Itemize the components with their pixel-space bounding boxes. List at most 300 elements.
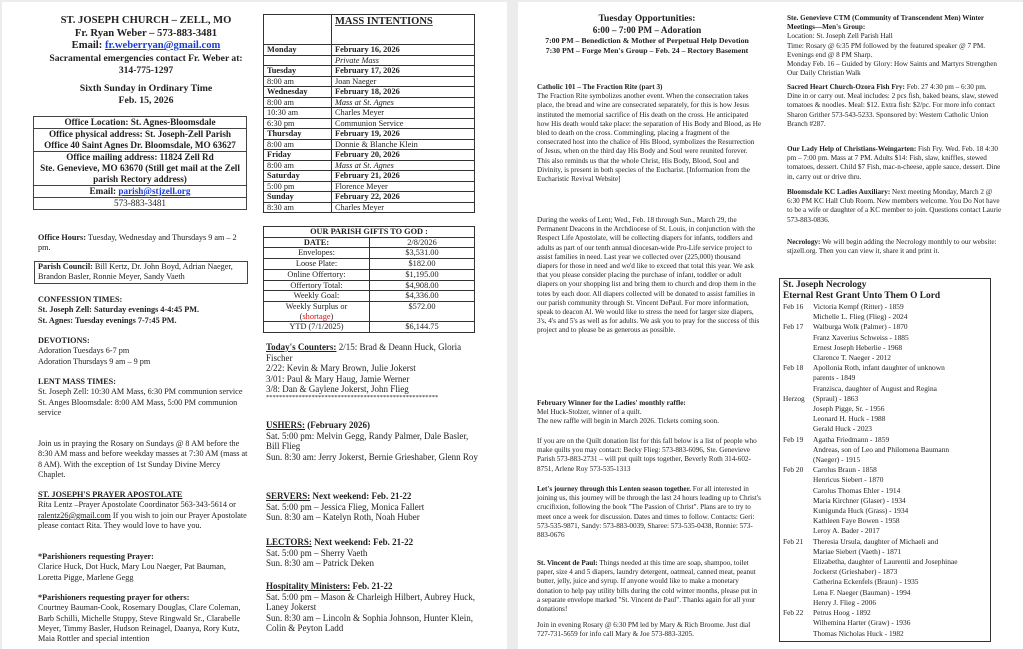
mass-intention-value: February 18, 2026 (332, 87, 475, 98)
office-hours-text: Tuesday, Wednesday and Thursdays 9 am – 2 pm. (38, 233, 237, 253)
necrology-name: Ernest Joseph Heberlie - 1968 (813, 342, 903, 352)
mass-intention-value: Charles Meyer (332, 202, 475, 213)
ctm-title: Ste. Genevieve CTM (Community of Transcendent Men) Winter Meetings—Men's Group: (787, 14, 984, 32)
mass-table-corner (264, 15, 332, 45)
mass-intention-value: Mass at St. Agnes (332, 160, 475, 171)
necrology-entry (783, 608, 987, 618)
mass-intention-row (264, 118, 475, 129)
necrology-box (779, 278, 991, 642)
necrology-name: Andreas, son of Leo and Philomena Baumann (813, 444, 950, 454)
mass-day-or-time: Thursday (264, 129, 332, 140)
svdp-text: Things needed at this time are soap, shampoo, toilet paper, size 4 and 5 diapers, laundry detergent, oatmeal, canned meat, peanut butter, jelly, juice and syrup. If anyone would like to make a monetary donation to help pay utility bills during the cold winter months, please put in a separate envelope marked "St. Vincent de Paul". Thanks again for all your donations! (537, 559, 758, 614)
prayer-requests (38, 552, 248, 583)
paren-close: ) (330, 311, 334, 321)
necrology-date (783, 445, 813, 455)
mass-day-or-time: 6:30 pm (264, 118, 332, 129)
church-header (36, 15, 256, 53)
hospitality-title: Hospitality Ministers: (266, 581, 351, 591)
mass-day-or-time: 8:30 am (264, 202, 332, 213)
necrology-entry (783, 465, 987, 475)
necrology-entry (783, 577, 987, 587)
necrology-entry (783, 629, 987, 639)
necrology-name: parents - 1849 (813, 373, 856, 383)
necrology-entry (783, 618, 987, 628)
necrology-name: Joseph Pigge, Sr. - 1956 (813, 404, 885, 414)
necrology-name: Petrus Hoog - 1892 (813, 608, 871, 618)
necrology-date (783, 506, 813, 516)
mass-intention-row (264, 76, 475, 87)
surplus-value: $572.00 (370, 301, 475, 321)
mass-intention-value: Joan Naeger (332, 76, 475, 87)
gift-label: Online Offertory: (264, 269, 370, 280)
raffle-line: The new raffle will begin in March 2026. Tickets coming soon. (537, 417, 719, 426)
devotions (38, 336, 248, 367)
necrology-name: Theresia Ursula, daughter of Michaeli and (813, 536, 939, 546)
mass-intention-row (264, 87, 475, 98)
diaper-drive: During the weeks of Lent; Wed., Feb. 18 through Sun., March 29, the Permanent Deacons in the Archdiocese of St. Louis, in conjunction with the Respect Life Apostolate, will be collecting diapers for infants, toddlers and adults as part of our tenth annual diocesan-wide Pro-Life service project to assist families in need. Last year we collected over (225,000) thousand diapers for those in need and we'd like to exceed that total this year. We ask that you please consider placing the purchase of infant, toddler or adult diapers on your shopping list and bring them to church and drop them in the totes by each door. All diapers collected will be donated to assist families in our parish community through St. Vincent DePaul. For more information, speak to deacon Al. We would like to stress the need for larger size diapers, 3's, 4's and 5's as well as for adults. We ask you to pray for the success of this project and to please be as generous as possible. (537, 216, 760, 335)
necrology-entry (783, 516, 987, 526)
gift-row (264, 269, 475, 280)
necrology-entry (783, 506, 987, 516)
lectors-when: Next weekend: Feb. 21-22 (311, 537, 414, 547)
necrology-entries (783, 302, 987, 639)
mass-intention-row (264, 160, 475, 171)
rosary-note: Join us in praying the Rosary on Sundays @ 8 AM before the 8:30 AM mass and before weekday masses at 7:30 AM (mass at 8 AM). With the exception of 1st Sunday Divine Mercy Chaplet. (38, 439, 248, 480)
bulletin-page-left (2, 2, 507, 649)
necrology-date (783, 629, 813, 639)
mass-intention-value: Charles Meyer (332, 108, 475, 119)
prayer-for-others (38, 593, 248, 645)
lent-line: St. Anges Bloomsdale: 8:00 AM Mass, 5:00 PM communion service (38, 397, 238, 418)
gift-label: Envelopes: (264, 248, 370, 259)
necrology-date (783, 618, 813, 628)
necrology-date (783, 414, 813, 424)
sacred-heart-fish-fry (787, 83, 1002, 129)
necrology-entry (783, 537, 987, 547)
gift-value: 2/8/2026 (370, 237, 475, 248)
office-physical-address: Office physical address: St. Joseph-Zell Parish Office 40 Saint Agnes Dr. Bloomsdale, MO 63627 (34, 129, 246, 152)
ushers-line: Sat. 5:00 pm: Melvin Gegg, Randy Palmer, Dale Basler, Bill Flieg (266, 430, 469, 452)
necrology-entry (783, 363, 987, 373)
gift-value: $4,908.00 (370, 280, 475, 291)
mass-intention-row (264, 181, 475, 192)
necrology-name: Michelle L. Flieg (Flieg) - 2024 (813, 312, 908, 322)
necrology-entry (783, 394, 987, 404)
necrology-date (783, 526, 813, 536)
necrology-date: Feb 20 (783, 465, 804, 475)
lectors-line: Sat. 5:00 pm – Sherry Vaeth (266, 547, 368, 558)
mass-intention-row (264, 45, 475, 56)
parish-council-box (34, 261, 248, 284)
devotions-title: DEVOTIONS: (38, 336, 90, 345)
necrology-date (783, 384, 813, 394)
necrology-date (783, 588, 813, 598)
necrology-date (783, 404, 813, 414)
mass-intention-row (264, 139, 475, 150)
necrology-date (783, 557, 813, 567)
gift-value: $1,195.00 (370, 269, 475, 280)
mass-intention-row (264, 202, 475, 213)
prayer-requests-title: *Parishioners requesting Prayer: (38, 552, 154, 561)
mailing-line-2: Ste. Genevieve, MO 63670 (Still get mail at the Zell parish Rectory address) (40, 163, 240, 184)
necrology-date (783, 598, 813, 608)
apostolate-text-2: If you wish to join our Prayer Apostolate please contact Rita. They would love to have you. (38, 510, 247, 531)
necrology-note-text: We will begin adding the Necrology monthly to our website: stjzell.org. Then you can view it, share it and print it. (787, 238, 997, 256)
priest-contact: Fr. Ryan Weber – 573-883-3481 (74, 27, 218, 39)
star-divider: ***************************************************** (266, 394, 439, 401)
ctm-mens-group (787, 14, 1002, 78)
mass-intention-value: Communion Service (332, 118, 475, 129)
necrology-name: Jockerst (Grieshaber) - 1873 (813, 567, 898, 577)
mass-intention-row (264, 129, 475, 140)
mass-intention-row (264, 55, 475, 66)
necrology-date (783, 312, 813, 322)
mass-day-or-time: 8:00 am (264, 139, 332, 150)
lectors-title: LECTORS: (266, 537, 312, 547)
necrology-entry (783, 353, 987, 363)
lectors-line: Sun. 8:30 am – Patrick Deken (266, 558, 374, 569)
mass-intentions-title: MASS INTENTIONS (335, 16, 433, 27)
necrology-name: Lena F. Naeger (Bauman) - 1994 (813, 587, 911, 597)
church-name: ST. JOSEPH CHURCH – ZELL, MO (60, 15, 232, 26)
necrology-name: Apollonia Roth, infant daughter of unknown (813, 363, 945, 373)
mass-intention-value: February 21, 2026 (332, 171, 475, 182)
necrology-name: Franzisca, daughter of August and Regina (813, 383, 937, 393)
bulletin-page-right (518, 2, 1023, 649)
confession-line: St. Agnes: Tuesday evenings 7-7:45 PM. (38, 315, 177, 325)
lenten-title: Let's journey through this Lenten season together. (537, 485, 691, 493)
hospitality-ministers (266, 581, 478, 634)
necrology-name: Thomas Nicholas Huck - 1982 (813, 628, 904, 638)
lenten-journey (537, 485, 762, 540)
mass-intention-value: February 22, 2026 (332, 192, 475, 203)
sacred-heart-title: Sacred Heart Church-Ozora Fish Fry: (787, 83, 905, 91)
necrology-subtitle: Eternal Rest Grant Unto Them O Lord (783, 291, 941, 301)
office-phone: 573-883-3481 (113, 198, 167, 208)
raffle-title: February Winner for the Ladies' monthly raffle: (537, 399, 686, 407)
gift-row (264, 237, 475, 248)
necrology-date (783, 333, 813, 343)
emergency-phone: 314-775-1297 (118, 64, 174, 76)
gift-label: Loose Plate: (264, 259, 370, 270)
necrology-title: St. Joseph Necrology (783, 280, 867, 290)
necrology-name: Henricus Siebert - 1870 (813, 475, 884, 485)
gift-label: Weekly Goal: (264, 291, 370, 302)
confession-times (38, 295, 248, 326)
necrology-entry (783, 322, 987, 332)
sacred-heart-text: Feb. 27 4:30 pm – 6:30 pm. Dine in or carry out. Meal includes: 2 pcs fish, baked beans, slaw, stewed tomatoes & noodles. Meal: $12. Extra fish: $2/pc. For more info contact Sharon Grither 573-543-5233. Sponsored by: Western Catholic Union Branch #287. (787, 83, 998, 128)
necrology-name: Wilhemina Harter (Graw) - 1936 (813, 618, 911, 628)
mass-day-or-time: 8:00 am (264, 97, 332, 108)
ushers (266, 420, 478, 462)
hospitality-when: Feb. 21-22 (350, 581, 393, 591)
catholic-101-text: The Fraction Rite symbolizes another event. When the consecration takes place, the bread and wine are consecrated separately, for this is how Jesus instituted the memorial sacrifice of His death on the cross. He anticipated how His death would take place: the separation of His Body and Blood, as He bled to death on the cross. Commingling, placing a fragment of the consecrated host into the chalice of His Blood, symbolizes the Resurrection of Jesus, when on the third day His Body and Soul were reunited forever. This also reminds us that the whole Christ, His Body, Blood, Soul and Divinity, is present in both species of the Eucharist. [Information from the Eucharistic Revival Website] (537, 92, 762, 184)
necrology-date (783, 577, 813, 587)
mass-intention-value: February 17, 2026 (332, 66, 475, 77)
necrology-date (783, 516, 813, 526)
necrology-date: Feb 22 (783, 608, 804, 618)
catholic-101-title: Catholic 101 – The Fraction Rite (part 3) (537, 83, 663, 91)
necrology-name: Franz Xaverius Schweiss - 1885 (813, 332, 909, 342)
hospitality-line: Sun. 8:30 am – Lincoln & Sophia Johnson, Hunter Klein, Colin & Peyton Ladd (266, 612, 473, 634)
priest-email-line (36, 40, 256, 53)
catholic-101 (537, 83, 762, 184)
sunday-title: Sixth Sunday in Ordinary Time (79, 83, 213, 94)
office-email-label: Email: (89, 186, 117, 196)
office-email-line (34, 186, 246, 198)
necrology-entry (783, 445, 987, 455)
gift-value: $182.00 (370, 259, 475, 270)
apostolate-title: ST. JOSEPH'S PRAYER APOSTOLATE (38, 490, 183, 499)
necrology-name: Walburga Wolk (Palmer) - 1870 (813, 322, 908, 332)
mass-intention-value: February 20, 2026 (332, 150, 475, 161)
necrology-name: Agatha Friedmann - 1859 (813, 434, 890, 444)
emergency-text: Sacramental emergencies contact Fr. Weber at: (49, 53, 243, 64)
office-info-box (33, 116, 247, 210)
email-label: Email: (71, 40, 103, 52)
mass-intention-value: February 16, 2026 (332, 45, 475, 56)
emergency-contact (32, 53, 260, 76)
prayer-requests-names: Clarice Huck, Dot Huck, Mary Lou Naeger, Pat Bauman, Loretta Pigge, Marlene Gegg (38, 562, 226, 582)
prayer-others-title: *Parishioners requesting prayer for others: (38, 593, 190, 602)
tuesday-line: 7:00 PM – Benediction & Mother of Perpetual Help Devotion (545, 36, 749, 46)
mass-day-or-time: 8:00 am (264, 76, 332, 87)
necrology-entry (783, 312, 987, 322)
necrology-name: Henry J. Flieg - 2006 (813, 597, 877, 607)
necrology-name: Gerald Huck - 2023 (813, 424, 872, 434)
svdp-title: St. Vincent de Paul: (537, 559, 598, 567)
apostolate-email-link[interactable]: ralentz26@gmail.com (38, 510, 111, 520)
confession-line: St. Joseph Zell: Saturday evenings 4-4:45 PM. (38, 305, 200, 315)
necrology-name: (Naeger) - 1915 (813, 455, 861, 465)
mass-intention-row (264, 66, 475, 77)
mass-intention-value: February 19, 2026 (332, 129, 475, 140)
mass-intention-row (264, 150, 475, 161)
mass-intentions-table (263, 14, 475, 213)
confession-title: CONFESSION TIMES: (38, 295, 123, 304)
parish-council-label: Parish Council: (38, 262, 93, 271)
necrology-note-title: Necrology: (787, 238, 821, 246)
necrology-date: Feb 18 (783, 363, 804, 373)
ytd-value: $6,144.75 (370, 322, 475, 333)
mass-intention-value: Florence Meyer (332, 181, 475, 192)
necrology-date (783, 455, 813, 465)
mass-day-or-time: Wednesday (264, 87, 332, 98)
necrology-entry (783, 302, 987, 312)
necrology-date: Feb 21 (783, 536, 804, 546)
evening-rosary: Join in evening Rosary @ 6:30 PM led by Mary & Rich Broome. Just dial 727-731-5659 for info call Mary & Joe 573-883-3205. (537, 621, 751, 639)
necrology-name: Victoria Kempf (Ritter) - 1859 (813, 302, 904, 311)
kc-ladies-auxiliary (787, 188, 1002, 225)
raffle-line: Mel Huck-Stolzer, winner of a quilt. (537, 408, 642, 417)
necrology-name: Leonard H. Huck - 1988 (813, 414, 886, 424)
liturgical-date (36, 83, 256, 106)
ushers-title: USHERS: (266, 420, 306, 430)
counters-line: 3/8: Dan & Gaylene Jokerst, John Flieg (266, 384, 409, 395)
necrology-entry (783, 526, 987, 536)
surplus-label-cell (264, 301, 370, 321)
quilt-list: If you are on the Quilt donation list for this fall below is a list of people who make quilts you may contact: Becky Flieg: 573-883-6096, Ste. Genevieve Parish 573-883-2731 – will put quilt tops together, Beverly Roth 314-602-8751, Arlene Roy 573-535-1313 (537, 437, 757, 473)
bulletin-date: Feb. 15, 2026 (118, 94, 174, 106)
mass-day-or-time: Tuesday (264, 66, 332, 77)
mass-day-or-time: Monday (264, 45, 332, 56)
weingarten-fish-fry (787, 145, 1002, 182)
servers-title: SERVERS: (266, 491, 311, 501)
tuesday-opportunities (537, 13, 757, 57)
office-hours (38, 233, 238, 254)
necrology-entry (783, 373, 987, 383)
mass-intention-row (264, 108, 475, 119)
necrology-entry (783, 343, 987, 353)
mass-intention-row (264, 192, 475, 203)
necrology-name: Kathleen Faye Bowen - 1958 (813, 516, 900, 526)
tuesday-line: 7:30 PM – Forge Men's Group – Feb. 24 – Rectory Basement (545, 46, 749, 56)
lenten-text: For all interested in joining us, this journey will be through the last 24 hours leading up to Christ's crucifixion, following the book "The Passion of Christ". Plans are to try to meet once a week for discussion. Dates and times to follow. Contacts: Geri: 573-535-9871, Sandy: 573-883-0039, Sharee: 573-535-0438, Ronnie: 573-883-0676 (537, 485, 761, 540)
necrology-name: Carolus Thomas Ehler - 1914 (813, 485, 901, 495)
ctm-line: Monday Feb. 16 – Guided by Glory: How Saints and Martyrs Strengthen Our Daily Christian Walk (787, 60, 998, 78)
necrology-entry (783, 414, 987, 424)
paren-open: ( (299, 311, 303, 321)
necrology-date: Feb 19 (783, 434, 804, 444)
mass-intention-row (264, 171, 475, 182)
weingarten-title: Our Lady Help of Christians-Weingarten: (787, 145, 917, 153)
necrology-date (783, 547, 813, 557)
counters (266, 342, 481, 401)
mass-title-cell (332, 15, 475, 45)
necrology-entry (783, 588, 987, 598)
necrology-entry (783, 384, 987, 394)
necrology-note (787, 238, 1002, 256)
counters-line: 2/15: Brad & Deann Huck, Gloria Fischer (266, 342, 462, 363)
gift-label: Offertory Total: (264, 280, 370, 291)
mass-day-or-time: Sunday (264, 192, 332, 203)
kc-ladies-title: Bloomsdale KC Ladies Auxiliary: (787, 188, 891, 196)
apostolate-text: Rita Lentz –Prayer Apostolate Coordinator 563-343-5614 or (38, 500, 236, 510)
shortage-label: shortage (302, 311, 331, 321)
necrology-name: Clarence T. Naeger - 2012 (813, 353, 891, 363)
lent-mass-times (38, 377, 248, 418)
counters-title: Today's Counters: (266, 342, 337, 352)
necrology-name: (Spraul) - 1863 (813, 393, 859, 403)
servers-when: Next weekend: Feb. 21-22 (310, 491, 412, 501)
mass-intention-row (264, 97, 475, 108)
necrology-date: Feb 17 (783, 322, 804, 332)
counters-line: 3/01: Paul & Mary Haug, Jamie Werner (266, 373, 410, 384)
parish-council-members: Bill Kertz, Dr. John Boyd, Adrian Naeger, Brandon Basler, Ronnie Meyer, Sandy Vaeth (38, 262, 233, 282)
necrology-entry (783, 455, 987, 465)
mass-intention-value: Mass at St. Agnes (332, 97, 475, 108)
gifts-title-cell (264, 227, 475, 238)
lectors (266, 537, 478, 569)
necrology-date (783, 343, 813, 353)
ctm-line: Location: St. Joseph Zell Parish Hall (787, 32, 893, 41)
devotion-line: Adoration Thursdays 9 am – 9 pm (38, 356, 151, 366)
necrology-entry (783, 496, 987, 506)
mass-day-or-time: Saturday (264, 171, 332, 182)
necrology-name: Catherina Eckenfels (Braun) - 1935 (813, 577, 919, 587)
necrology-name: Maria Kirchner (Glaser) - 1934 (813, 495, 906, 505)
necrology-entry (783, 557, 987, 567)
mass-intention-value: Private Mass (332, 55, 475, 66)
necrology-date (783, 475, 813, 485)
surplus-label: Weekly Surplus or (285, 301, 348, 311)
lent-title: LENT MASS TIMES: (38, 377, 116, 386)
necrology-name: Elizabetha, daughter of Laurentii and Josephinae (813, 557, 958, 567)
gift-label: DATE: (264, 237, 370, 248)
ytd-label: YTD (7/1/2025) (264, 322, 370, 333)
necrology-date (783, 567, 813, 577)
office-email-link[interactable]: parish@stjzell.org (118, 186, 191, 196)
kc-ladies-text: Next meeting Monday, March 2 @ 6:30 PM KC Hall Club Room. New members welcome. You Do Not have to be a wife or daughter of a KC member to join. Questions contact Laurie 573-883-0836. (787, 188, 1002, 224)
mass-rows (264, 45, 475, 213)
necrology-name: Leroy A. Bader - 2017 (813, 526, 880, 536)
necrology-date (783, 353, 813, 363)
gift-row (264, 280, 475, 291)
necrology-entry (783, 333, 987, 343)
gift-row (264, 291, 475, 302)
mass-day-or-time: 5:00 pm (264, 181, 332, 192)
necrology-entry (783, 567, 987, 577)
necrology-entry (783, 435, 987, 445)
ushers-line: Sun. 8:30 am: Jerry Jokerst, Bernie Grieshaber, Glenn Roy (266, 451, 478, 462)
necrology-date: Herzog (783, 393, 805, 403)
servers (266, 491, 478, 523)
mass-day-or-time (264, 55, 332, 66)
necrology-entry (783, 404, 987, 414)
ushers-month: (February 2026) (305, 420, 371, 430)
servers-line: Sun. 8:30 am – Katelyn Roth, Noah Huber (266, 512, 420, 523)
servers-line: Sat. 5:00 pm – Jessica Flieg, Monica Fallert (266, 501, 425, 512)
gift-row (264, 248, 475, 259)
office-mailing-address (34, 152, 246, 186)
mailing-line-1: Office mailing address: 11824 Zell Rd (66, 152, 214, 162)
gift-rows (264, 237, 475, 301)
gift-value: $3,531.00 (370, 248, 475, 259)
mass-intention-value: Donnie & Blanche Klein (332, 139, 475, 150)
necrology-entry (783, 598, 987, 608)
necrology-name: Kunigunda Huck (Grass) - 1934 (813, 506, 909, 516)
hospitality-line: Sat. 5:00 pm – Mason & Charleigh Hilbert, Aubrey Huck, Laney Jokerst (266, 591, 475, 613)
necrology-entry (783, 547, 987, 557)
office-location: Office Location: St. Agnes-Bloomsdale (34, 117, 246, 129)
necrology-entry (783, 475, 987, 485)
priest-email-link[interactable]: fr.weberryan@gmail.com (104, 40, 221, 52)
st-vincent-de-paul (537, 559, 762, 614)
necrology-name: Carolus Braun - 1858 (813, 465, 877, 475)
necrology-date (783, 496, 813, 506)
counters-line: 2/22: Kevin & Mary Brown, Julie Jokerst (266, 363, 416, 374)
gifts-title: OUR PARISH GIFTS TO GOD : (310, 227, 428, 236)
necrology-entry (783, 486, 987, 496)
necrology-date: Feb 16 (783, 302, 804, 311)
weingarten-text: Fish Fry. Wed. Feb. 18 4:30 pm – 7:00 pm. Mass at 7 PM. Adults $14: Fish, slaw, kniffles, stewed tomatoes, dessert. Child $7 Fish, mac-n-cheese, apple sauce, dessert. Dine in, carry out or drive thru. (787, 145, 1001, 181)
necrology-name: Mariae Siebert (Vaeth) - 1871 (813, 546, 902, 556)
mass-day-or-time: 10:30 am (264, 108, 332, 119)
necrology-date (783, 486, 813, 496)
gift-row (264, 259, 475, 270)
prayer-apostolate (38, 490, 248, 531)
lent-line: St. Joseph Zell: 10:30 AM Mass, 6:30 PM communion service (38, 387, 243, 397)
prayer-others-names: Courtney Bauman-Cook, Rosemary Douglas, Clare Coleman, Barb Schilli, Michelle Stuppy, Steve Ringwald Sr., Clarabelle Meyer, Timmy Basler, Hudson Reinagel, Daanya, Rory Kutz, Maia Rottler and special intention (38, 603, 241, 644)
gift-value: $4,336.00 (370, 291, 475, 302)
necrology-entry (783, 424, 987, 434)
tuesday-title: Tuesday Opportunities: (598, 13, 696, 24)
parish-gifts-table (263, 226, 475, 333)
necrology-date (783, 373, 813, 383)
ladies-raffle (537, 399, 762, 427)
devotion-line: Adoration Tuesdays 6-7 pm (38, 346, 130, 356)
mass-day-or-time: Friday (264, 150, 332, 161)
